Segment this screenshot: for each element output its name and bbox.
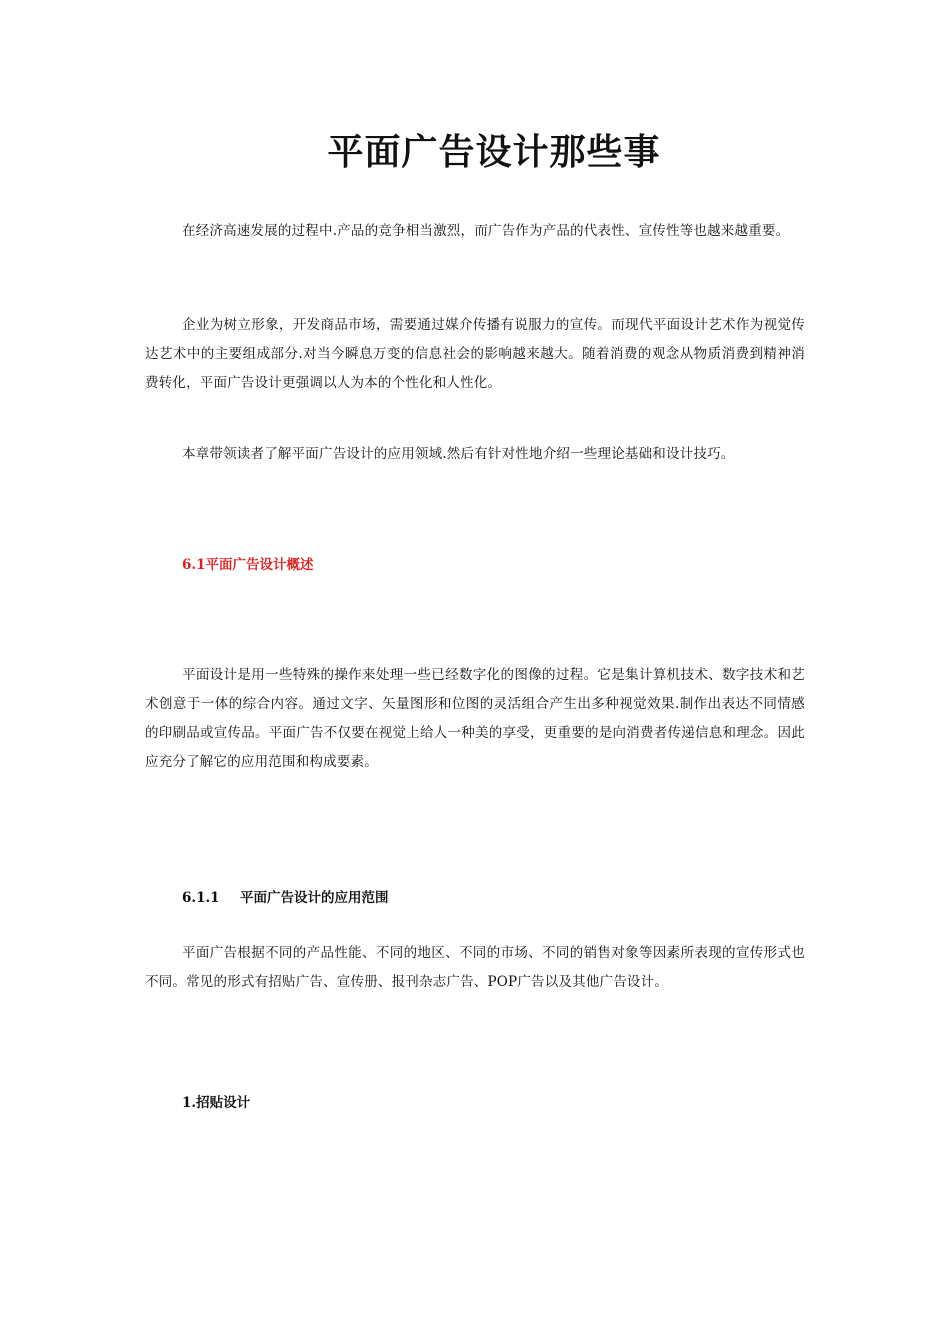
item-heading: 1.招贴设计 — [182, 1095, 251, 1111]
intro-paragraph-2: 企业为树立形象，开发商品市场，需要通过媒介传播有说服力的宣传。而现代平面设计艺术作为视觉传达艺术中的主要组成部分.对当今瞬息万变的信息社会的影响越来越大。随着消费的观念从物质消费到精神消费转化，平面广告设计更强调以人为本的个性化和人性化。 — [145, 317, 805, 391]
subsection-number: 6.1.1 — [182, 890, 220, 906]
subsection-title: 平面广告设计的应用范围 — [240, 890, 389, 906]
intro-paragraph-3: 本章带领读者了解平面广告设计的应用领域.然后有针对性地介绍一些理论基础和设计技巧。 — [182, 446, 735, 462]
section-heading: 6.1平面广告设计概述 — [182, 557, 314, 573]
section-paragraph: 平面设计是用一些特殊的操作来处理一些已经数字化的图像的过程。它是集计算机技术、数字技术和艺术创意于一体的综合内容。通过文字、矢量图形和位图的灵活组合产生出多种视觉效果.制作出表达不同情感的印刷品或宣传品。平面广告不仅要在视觉上给人一种美的享受，更重要的是向消费者传递信息和理念。因此应充分了解它的应用范围和构成要素。 — [145, 667, 805, 770]
document-title: 平面广告设计那些事 — [327, 131, 661, 173]
subsection-paragraph: 平面广告根据不同的产品性能、不同的地区、不同的市场、不同的销售对象等因素所表现的宣传形式也不同。常见的形式有招贴广告、宣传册、报刊杂志广告、POP广告以及其他广告设计。 — [145, 945, 805, 990]
intro-paragraph-1: 在经济高速发展的过程中.产品的竞争相当激烈，而广告作为产品的代表性、宣传性等也越来越重要。 — [182, 223, 790, 239]
subsection-heading — [182, 887, 389, 909]
